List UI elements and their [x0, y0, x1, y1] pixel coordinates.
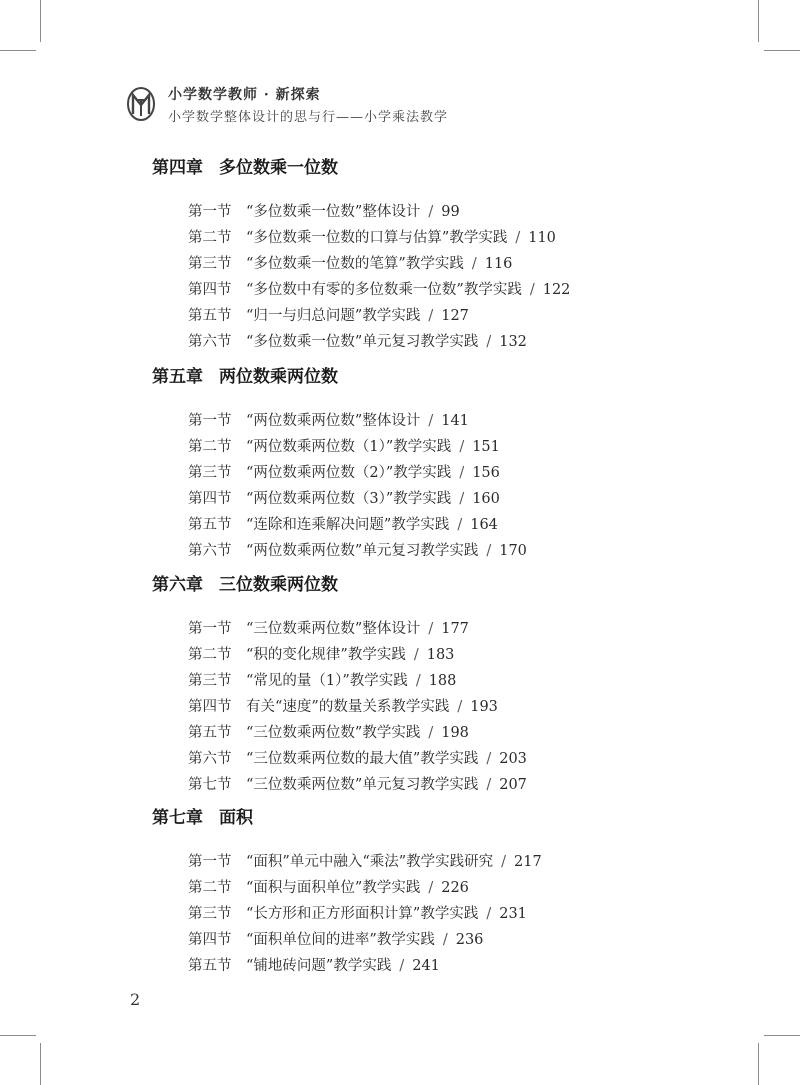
- page-separator: /: [428, 880, 434, 896]
- crop-mark-bottom-right: [758, 1043, 759, 1085]
- section-entry: [152, 927, 712, 953]
- section-page-number: 203: [499, 751, 527, 767]
- section-title: “连除和连乘解决问题”教学实践: [246, 517, 450, 533]
- chapter-title: 多位数乘一位数: [219, 158, 338, 178]
- chapter-block: [152, 364, 712, 564]
- section-title: “三位数乘两位数”教学实践: [246, 725, 421, 741]
- section-title: “积的变化规律”教学实践: [246, 647, 406, 663]
- section-number: 第一节: [188, 204, 232, 220]
- section-number: 第四节: [188, 491, 232, 507]
- section-title: “多位数乘一位数的口算与估算”教学实践: [246, 230, 508, 246]
- page-separator: /: [486, 334, 492, 350]
- page-separator: /: [501, 854, 507, 870]
- page-separator: /: [413, 647, 419, 663]
- section-number: 第四节: [188, 282, 232, 298]
- section-entry: [152, 512, 712, 538]
- crop-mark-top-right: [758, 0, 759, 42]
- section-number: 第一节: [188, 854, 232, 870]
- section-page-number: 207: [499, 777, 527, 793]
- section-entry: [152, 277, 712, 303]
- section-entry: [152, 538, 712, 564]
- section-entry: [152, 642, 712, 668]
- section-entry: [152, 849, 712, 875]
- section-number: 第三节: [188, 465, 232, 481]
- section-title: “铺地砖问题”教学实践: [246, 958, 392, 974]
- crop-mark-bottom-right-h: [764, 1035, 800, 1036]
- page-separator: /: [459, 491, 465, 507]
- chapter-heading: [152, 364, 712, 390]
- section-number: 第三节: [188, 256, 232, 272]
- crop-mark-top-left: [40, 0, 41, 42]
- book-subtitle: 小学数学整体设计的思与行——小学乘法教学: [168, 110, 449, 125]
- section-number: 第六节: [188, 543, 232, 559]
- section-entry: [152, 486, 712, 512]
- section-page-number: 151: [472, 439, 500, 455]
- section-page-number: 226: [441, 880, 469, 896]
- section-list: [152, 408, 712, 564]
- section-title: “三位数乘两位数”单元复习教学实践: [246, 777, 479, 793]
- section-title: “三位数乘两位数的最大值”教学实践: [246, 751, 479, 767]
- section-entry: [152, 225, 712, 251]
- section-entry: [152, 694, 712, 720]
- section-list: [152, 849, 712, 979]
- crop-mark-bottom-left: [40, 1043, 41, 1085]
- section-number: 第五节: [188, 958, 232, 974]
- section-title: “归一与归总问题”教学实践: [246, 308, 421, 324]
- page-separator: /: [428, 308, 434, 324]
- section-number: 第二节: [188, 880, 232, 896]
- section-page-number: 170: [499, 543, 527, 559]
- section-page-number: 127: [441, 308, 469, 324]
- series-logo-icon: [126, 86, 156, 122]
- section-entry: [152, 746, 712, 772]
- section-page-number: 132: [499, 334, 527, 350]
- page-separator: /: [457, 699, 463, 715]
- section-number: 第五节: [188, 517, 232, 533]
- section-number: 第六节: [188, 334, 232, 350]
- section-page-number: 99: [441, 204, 460, 220]
- section-page-number: 160: [472, 491, 500, 507]
- page-separator: /: [529, 282, 535, 298]
- section-entry: [152, 434, 712, 460]
- page-separator: /: [428, 621, 434, 637]
- chapter-title: 面积: [219, 808, 253, 828]
- section-entry: [152, 953, 712, 979]
- chapter-heading: [152, 155, 712, 181]
- page-separator: /: [515, 230, 521, 246]
- section-page-number: 183: [426, 647, 455, 663]
- section-entry: [152, 460, 712, 486]
- section-number: 第二节: [188, 230, 232, 246]
- crop-mark-top-right-h: [764, 50, 800, 51]
- section-title: “两位数乘两位数（1）”教学实践: [246, 439, 452, 455]
- chapter-number: 第四章: [152, 158, 203, 178]
- section-entry: [152, 329, 712, 355]
- page-separator: /: [428, 725, 434, 741]
- section-number: 第四节: [188, 932, 232, 948]
- section-entry: [152, 875, 712, 901]
- section-entry: [152, 616, 712, 642]
- chapter-number: 第六章: [152, 575, 203, 595]
- page-separator: /: [486, 751, 492, 767]
- section-number: 第七节: [188, 777, 232, 793]
- section-title: “两位数乘两位数（3）”教学实践: [246, 491, 452, 507]
- section-title: “多位数中有零的多位数乘一位数”教学实践: [246, 282, 522, 298]
- section-title: “两位数乘两位数”整体设计: [246, 413, 421, 429]
- section-page-number: 156: [472, 465, 500, 481]
- section-list: [152, 616, 712, 798]
- section-entry: [152, 199, 712, 225]
- page-separator: /: [428, 413, 434, 429]
- series-title: 小学数学教师 · 新探索: [168, 87, 321, 103]
- section-entry: [152, 772, 712, 798]
- section-title: “两位数乘两位数”单元复习教学实践: [246, 543, 479, 559]
- section-number: 第六节: [188, 751, 232, 767]
- chapter-heading: [152, 805, 712, 831]
- chapter-block: [152, 572, 712, 798]
- chapter-block: [152, 805, 712, 979]
- section-number: 第三节: [188, 906, 232, 922]
- section-title: “多位数乘一位数的笔算”教学实践: [246, 256, 464, 272]
- section-list: [152, 199, 712, 355]
- section-number: 第五节: [188, 725, 232, 741]
- section-number: 第三节: [188, 673, 232, 689]
- page-number: 2: [130, 990, 141, 1009]
- section-page-number: 198: [441, 725, 469, 741]
- section-title: “三位数乘两位数”整体设计: [246, 621, 421, 637]
- section-number: 第二节: [188, 647, 232, 663]
- section-title: “长方形和正方形面积计算”教学实践: [246, 906, 479, 922]
- page-separator: /: [486, 906, 492, 922]
- section-page-number: 217: [514, 854, 542, 870]
- section-page-number: 231: [499, 906, 527, 922]
- section-number: 第一节: [188, 621, 232, 637]
- section-number: 第四节: [188, 699, 232, 715]
- page-separator: /: [471, 256, 477, 272]
- section-page-number: 241: [412, 958, 440, 974]
- page-separator: /: [415, 673, 421, 689]
- section-title: “面积”单元中融入“乘法”教学实践研究: [246, 854, 494, 870]
- chapter-title: 两位数乘两位数: [219, 367, 338, 387]
- section-page-number: 177: [441, 621, 469, 637]
- chapter-heading: [152, 572, 712, 598]
- page-separator: /: [486, 543, 492, 559]
- page-separator: /: [459, 439, 465, 455]
- section-entry: [152, 408, 712, 434]
- page-separator: /: [459, 465, 465, 481]
- section-number: 第五节: [188, 308, 232, 324]
- section-page-number: 116: [484, 256, 513, 272]
- section-page-number: 193: [470, 699, 498, 715]
- section-page-number: 141: [441, 413, 469, 429]
- crop-mark-top-left-h: [0, 50, 36, 51]
- page-separator: /: [399, 958, 405, 974]
- section-title: “两位数乘两位数（2）”教学实践: [246, 465, 452, 481]
- section-page-number: 188: [428, 673, 457, 689]
- section-page-number: 164: [470, 517, 498, 533]
- section-number: 第一节: [188, 413, 232, 429]
- chapter-number: 第五章: [152, 367, 203, 387]
- page-separator: /: [486, 777, 492, 793]
- section-title: “多位数乘一位数”单元复习教学实践: [246, 334, 479, 350]
- chapter-block: [152, 155, 712, 355]
- section-page-number: 236: [455, 932, 484, 948]
- section-title: 有关“速度”的数量关系教学实践: [246, 699, 450, 715]
- section-number: 第二节: [188, 439, 232, 455]
- page-separator: /: [442, 932, 448, 948]
- section-page-number: 122: [542, 282, 571, 298]
- chapter-number: 第七章: [152, 808, 203, 828]
- section-page-number: 110: [528, 230, 556, 246]
- section-title: “面积单位间的进率”教学实践: [246, 932, 435, 948]
- chapter-title: 三位数乘两位数: [219, 575, 338, 595]
- crop-mark-bottom-left-h: [0, 1035, 36, 1036]
- section-entry: [152, 668, 712, 694]
- section-title: “常见的量（1）”教学实践: [246, 673, 408, 689]
- section-entry: [152, 303, 712, 329]
- page-separator: /: [428, 204, 434, 220]
- section-entry: [152, 251, 712, 277]
- section-title: “多位数乘一位数”整体设计: [246, 204, 421, 220]
- section-entry: [152, 901, 712, 927]
- section-entry: [152, 720, 712, 746]
- section-title: “面积与面积单位”教学实践: [246, 880, 421, 896]
- page-separator: /: [457, 517, 463, 533]
